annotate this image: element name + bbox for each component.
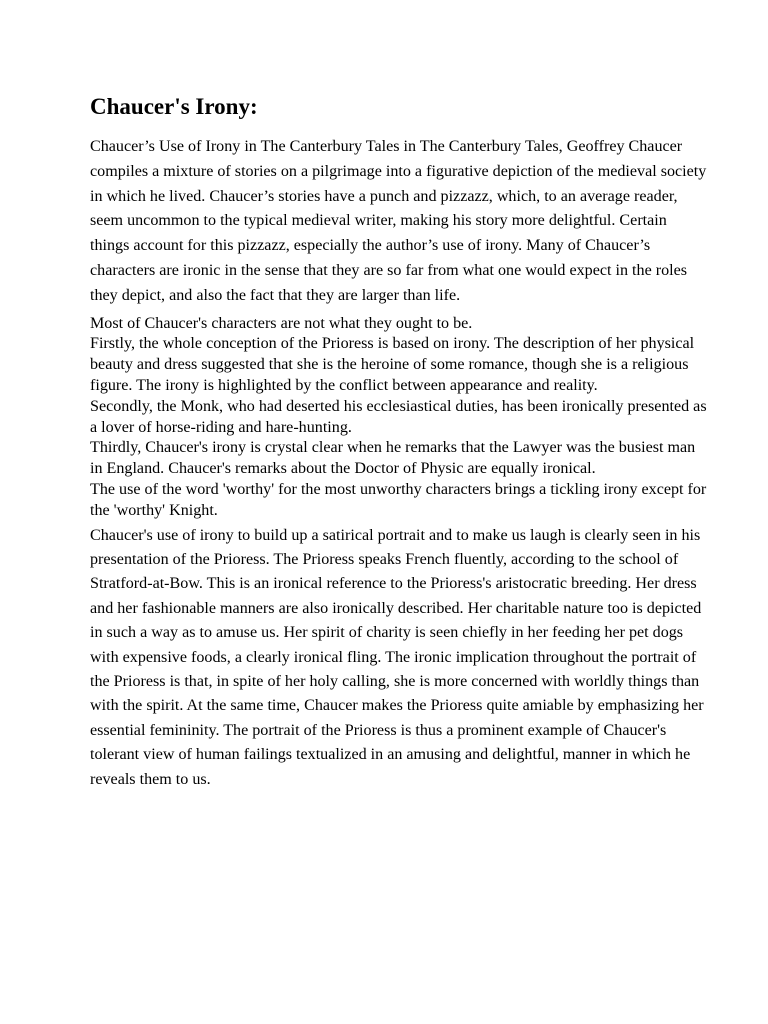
point-paragraph-4: Thirdly, Chaucer's irony is crystal clear when he remarks that the Lawyer was the busiest man in England. Chaucer's remarks about the Doctor of Physic are equally ironical. — [90, 439, 696, 478]
point-paragraph-3: Secondly, the Monk, who had deserted his ecclesiastical duties, has been ironically presented as a lover of horse-riding and hare-hunting. — [90, 397, 707, 436]
conclusion-paragraph: Chaucer's use of irony to build up a satirical portrait and to make us laugh is clearly seen in his presentation of the Prioress. The Prioress speaks French fluently, according to the school of Stratford-at-Bow. This is an ironical reference to the Prioress's aristocratic breeding. Her dress and her fashionable manners are also ironically described. Her charitable nature too is depicted in such a way as to amuse us. Her spirit of charity is seen chiefly in her feeding her pet dogs with expensive foods, a clearly ironical fling. The ironic implication throughout the portrait of the Prioress is that, in spite of her holy calling, she is more concerned with worldly things than with the spirit. At the same time, Chaucer makes the Prioress quite amiable by emphasizing her essential femininity. The portrait of the Prioress is thus a prominent example of Chaucer's tolerant view of human failings textualized in an amusing and delightful, manner in which he reveals them to us. — [90, 526, 704, 788]
intro-paragraph: Chaucer’s Use of Irony in The Canterbury Tales in The Canterbury Tales, Geoffrey Chaucer compiles a mixture of stories on a pilgrimage into a figurative depiction of the medieval society in which he lived. Chaucer’s stories have a punch and pizzazz, which, to an average reader, seem uncommon to the typical medieval writer, making his story more delightful. Certain things account for this pizzazz, especially the author’s use of irony. Many of Chaucer’s characters are ironic in the sense that they are so far from what one would expect in the roles they depict, and also the fact that they are larger than life. — [90, 138, 707, 304]
document-title: Chaucer's Irony: — [90, 94, 258, 119]
document-content — [90, 92, 710, 792]
points-block — [90, 314, 710, 522]
point-paragraph-1: Most of Chaucer's characters are not what they ought to be. — [90, 314, 473, 332]
point-paragraph-2: Firstly, the whole conception of the Prioress is based on irony. The description of her physical beauty and dress suggested that she is the heroine of some romance, though she is a religious figure. The irony is highlighted by the conflict between appearance and reality. — [90, 335, 695, 394]
point-paragraph-5: The use of the word 'worthy' for the most unworthy characters brings a tickling irony except for the 'worthy' Knight. — [90, 480, 707, 519]
